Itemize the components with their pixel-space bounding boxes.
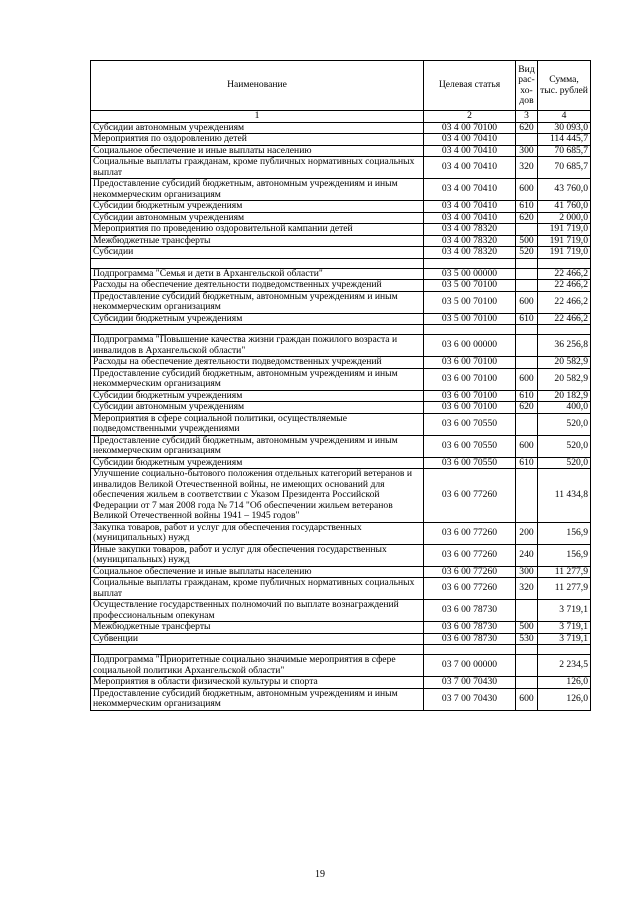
column-number-3: 3	[516, 111, 538, 123]
row-name: Социальное обеспечение и иные выплаты населению	[91, 566, 424, 578]
row-code: 03 5 00 70100	[424, 280, 516, 292]
row-name: Субсидии	[91, 247, 424, 259]
row-sum: 114 445,7	[538, 134, 591, 146]
row-code: 03 6 00 70550	[424, 413, 516, 435]
table-row	[91, 522, 591, 544]
row-vid: 320	[516, 578, 538, 600]
row-vid: 620	[516, 402, 538, 414]
subprogram-row	[91, 268, 591, 280]
row-code: 03 6 00 70550	[424, 435, 516, 457]
row-vid	[516, 413, 538, 435]
row-vid	[516, 677, 538, 689]
row-sum: 36 256,8	[538, 335, 591, 357]
table-row	[91, 600, 591, 622]
spacer-row	[91, 645, 591, 655]
table-row	[91, 201, 591, 213]
empty-cell	[424, 325, 516, 335]
column-number-1: 1	[91, 111, 424, 123]
row-sum: 43 760,0	[538, 179, 591, 201]
page-number: 19	[315, 869, 325, 880]
row-name: Мероприятия в сфере социальной политики, осуществляемые подведомственными учреждениями	[91, 413, 424, 435]
table-row	[91, 469, 591, 523]
row-name: Предоставление субсидий бюджетным, автономным учреждениям и иным некоммерческим организациям	[91, 179, 424, 201]
row-name: Мероприятия по проведению оздоровительной кампании детей	[91, 224, 424, 236]
row-sum: 30 093,0	[538, 122, 591, 134]
row-vid: 600	[516, 368, 538, 390]
table-row	[91, 122, 591, 134]
row-vid: 600	[516, 688, 538, 710]
row-vid: 600	[516, 435, 538, 457]
column-number-row	[91, 111, 591, 123]
row-vid	[516, 134, 538, 146]
row-code: 03 4 00 78320	[424, 235, 516, 247]
row-code: 03 5 00 00000	[424, 268, 516, 280]
row-sum: 20 182,9	[538, 390, 591, 402]
table-row	[91, 677, 591, 689]
row-code: 03 5 00 70100	[424, 313, 516, 325]
row-name: Субвенции	[91, 633, 424, 645]
row-name: Субсидии бюджетным учреждениям	[91, 390, 424, 402]
row-vid: 610	[516, 457, 538, 469]
column-number-4: 4	[538, 111, 591, 123]
row-sum: 400,0	[538, 402, 591, 414]
row-name: Предоставление субсидий бюджетным, автономным учреждениям и иным некоммерческим организациям	[91, 291, 424, 313]
row-vid: 610	[516, 390, 538, 402]
row-name: Улучшение социально-бытового положения отдельных категорий ветеранов и инвалидов Великой Отечественной войны, не имеющих оснований для обеспечения жильем в соответствии с Указом Президента Российской Федерации от 7 мая 2008 года № 714 "Об обеспечении жильем ветеранов Великой Отечественной войны 1941 – 1945 годов"	[91, 469, 424, 523]
row-name: Субсидии бюджетным учреждениям	[91, 457, 424, 469]
row-vid: 320	[516, 157, 538, 179]
table-row	[91, 212, 591, 224]
row-vid: 520	[516, 247, 538, 259]
row-code: 03 7 00 00000	[424, 655, 516, 677]
header-sum: Сумма, тыс. рублей	[538, 61, 591, 111]
row-sum: 520,0	[538, 457, 591, 469]
row-name: Субсидии бюджетным учреждениям	[91, 313, 424, 325]
row-name: Субсидии автономным учреждениям	[91, 122, 424, 134]
row-code: 03 6 00 78730	[424, 622, 516, 634]
table-row	[91, 633, 591, 645]
header-code: Целевая статья	[424, 61, 516, 111]
row-vid: 530	[516, 633, 538, 645]
row-code: 03 4 00 70410	[424, 134, 516, 146]
row-code: 03 6 00 77260	[424, 469, 516, 523]
row-name: Мероприятия в области физической культуры и спорта	[91, 677, 424, 689]
empty-cell	[538, 325, 591, 335]
table-row	[91, 247, 591, 259]
row-sum: 22 466,2	[538, 280, 591, 292]
empty-cell	[91, 325, 424, 335]
row-sum: 156,9	[538, 522, 591, 544]
header-row	[91, 61, 591, 111]
row-sum: 191 719,0	[538, 247, 591, 259]
empty-cell	[424, 258, 516, 268]
row-sum: 11 277,9	[538, 578, 591, 600]
row-sum: 20 582,9	[538, 368, 591, 390]
empty-cell	[538, 645, 591, 655]
row-vid: 300	[516, 566, 538, 578]
row-sum: 126,0	[538, 688, 591, 710]
row-name: Субсидии автономным учреждениям	[91, 402, 424, 414]
row-vid	[516, 280, 538, 292]
row-vid	[516, 268, 538, 280]
table-body	[91, 122, 591, 710]
row-sum: 20 582,9	[538, 357, 591, 369]
row-code: 03 5 00 70100	[424, 291, 516, 313]
table-row	[91, 157, 591, 179]
subprogram-row	[91, 655, 591, 677]
row-sum: 22 466,2	[538, 268, 591, 280]
row-vid: 600	[516, 291, 538, 313]
row-sum: 70 685,7	[538, 145, 591, 157]
spacer-row	[91, 325, 591, 335]
row-vid: 240	[516, 544, 538, 566]
row-vid: 620	[516, 212, 538, 224]
empty-cell	[424, 645, 516, 655]
table-row	[91, 566, 591, 578]
row-code: 03 4 00 70410	[424, 212, 516, 224]
row-code: 03 7 00 70430	[424, 688, 516, 710]
table-row	[91, 622, 591, 634]
empty-cell	[516, 645, 538, 655]
row-name: Подпрограмма "Повышение качества жизни граждан пожилого возраста и инвалидов в Архангельской области"	[91, 335, 424, 357]
column-number-2: 2	[424, 111, 516, 123]
row-vid	[516, 335, 538, 357]
row-code: 03 4 00 70410	[424, 145, 516, 157]
row-name: Подпрограмма "Семья и дети в Архангельской области"	[91, 268, 424, 280]
row-sum: 3 719,1	[538, 600, 591, 622]
row-sum: 2 000,0	[538, 212, 591, 224]
row-code: 03 6 00 77260	[424, 522, 516, 544]
table-row	[91, 179, 591, 201]
empty-cell	[516, 325, 538, 335]
row-name: Расходы на обеспечение деятельности подведомственных учреждений	[91, 280, 424, 292]
row-vid: 620	[516, 122, 538, 134]
row-code: 03 4 00 70410	[424, 179, 516, 201]
row-vid	[516, 357, 538, 369]
table-row	[91, 457, 591, 469]
row-sum: 11 277,9	[538, 566, 591, 578]
row-code: 03 6 00 70100	[424, 368, 516, 390]
row-sum: 41 760,0	[538, 201, 591, 213]
empty-cell	[516, 258, 538, 268]
row-name: Расходы на обеспечение деятельности подведомственных учреждений	[91, 357, 424, 369]
row-code: 03 6 00 70550	[424, 457, 516, 469]
table-row	[91, 688, 591, 710]
row-code: 03 4 00 78320	[424, 224, 516, 236]
row-name: Социальные выплаты гражданам, кроме публичных нормативных социальных выплат	[91, 578, 424, 600]
budget-table	[90, 60, 591, 711]
table-row	[91, 390, 591, 402]
row-sum: 520,0	[538, 413, 591, 435]
table-row	[91, 313, 591, 325]
table-row	[91, 578, 591, 600]
row-name: Социальные выплаты гражданам, кроме публичных нормативных социальных выплат	[91, 157, 424, 179]
row-code: 03 6 00 77260	[424, 566, 516, 578]
row-code: 03 6 00 78730	[424, 600, 516, 622]
row-sum: 191 719,0	[538, 235, 591, 247]
header-vid: Вид рас- хо- дов	[516, 61, 538, 111]
row-name: Субсидии бюджетным учреждениям	[91, 201, 424, 213]
row-vid: 600	[516, 179, 538, 201]
row-code: 03 6 00 70100	[424, 357, 516, 369]
row-vid	[516, 655, 538, 677]
table-row	[91, 134, 591, 146]
table-row	[91, 357, 591, 369]
row-code: 03 6 00 77260	[424, 578, 516, 600]
row-sum: 11 434,8	[538, 469, 591, 523]
header-name: Наименование	[91, 61, 424, 111]
subprogram-row	[91, 335, 591, 357]
row-name: Предоставление субсидий бюджетным, автономным учреждениям и иным некоммерческим организациям	[91, 368, 424, 390]
row-name: Иные закупки товаров, работ и услуг для обеспечения государственных (муниципальных) нужд	[91, 544, 424, 566]
row-code: 03 6 00 70100	[424, 402, 516, 414]
row-code: 03 6 00 70100	[424, 390, 516, 402]
table-row	[91, 235, 591, 247]
row-name: Субсидии автономным учреждениям	[91, 212, 424, 224]
row-code: 03 4 00 78320	[424, 247, 516, 259]
row-vid	[516, 600, 538, 622]
row-sum: 126,0	[538, 677, 591, 689]
row-vid: 500	[516, 622, 538, 634]
row-name: Предоставление субсидий бюджетным, автономным учреждениям и иным некоммерческим организациям	[91, 435, 424, 457]
table-row	[91, 224, 591, 236]
row-sum: 156,9	[538, 544, 591, 566]
row-code: 03 6 00 00000	[424, 335, 516, 357]
row-name: Подпрограмма "Приоритетные социально значимые мероприятия в сфере социальной политики Архангельской области"	[91, 655, 424, 677]
table-row	[91, 368, 591, 390]
row-code: 03 4 00 70410	[424, 157, 516, 179]
table-row	[91, 402, 591, 414]
table-row	[91, 280, 591, 292]
row-vid	[516, 224, 538, 236]
row-name: Предоставление субсидий бюджетным, автономным учреждениям и иным некоммерческим организациям	[91, 688, 424, 710]
table-row	[91, 145, 591, 157]
table-row	[91, 544, 591, 566]
row-name: Осуществление государственных полномочий по выплате вознаграждений профессиональным опекунам	[91, 600, 424, 622]
row-sum: 520,0	[538, 435, 591, 457]
row-code: 03 4 00 70100	[424, 122, 516, 134]
row-code: 03 6 00 78730	[424, 633, 516, 645]
row-sum: 191 719,0	[538, 224, 591, 236]
row-name: Мероприятия по оздоровлению детей	[91, 134, 424, 146]
table-row	[91, 435, 591, 457]
empty-cell	[91, 645, 424, 655]
row-vid: 610	[516, 201, 538, 213]
empty-cell	[538, 258, 591, 268]
row-vid: 610	[516, 313, 538, 325]
table-row	[91, 291, 591, 313]
row-sum: 3 719,1	[538, 633, 591, 645]
row-sum: 2 234,5	[538, 655, 591, 677]
spacer-row	[91, 258, 591, 268]
empty-cell	[91, 258, 424, 268]
row-sum: 22 466,2	[538, 313, 591, 325]
row-vid	[516, 469, 538, 523]
row-code: 03 4 00 70410	[424, 201, 516, 213]
row-name: Закупка товаров, работ и услуг для обеспечения государственных (муниципальных) нужд	[91, 522, 424, 544]
row-sum: 70 685,7	[538, 157, 591, 179]
row-name: Межбюджетные трансферты	[91, 622, 424, 634]
row-sum: 22 466,2	[538, 291, 591, 313]
row-code: 03 7 00 70430	[424, 677, 516, 689]
row-name: Социальное обеспечение и иные выплаты населению	[91, 145, 424, 157]
row-vid: 500	[516, 235, 538, 247]
row-vid: 300	[516, 145, 538, 157]
table-row	[91, 413, 591, 435]
row-sum: 3 719,1	[538, 622, 591, 634]
row-name: Межбюджетные трансферты	[91, 235, 424, 247]
row-code: 03 6 00 77260	[424, 544, 516, 566]
row-vid: 200	[516, 522, 538, 544]
